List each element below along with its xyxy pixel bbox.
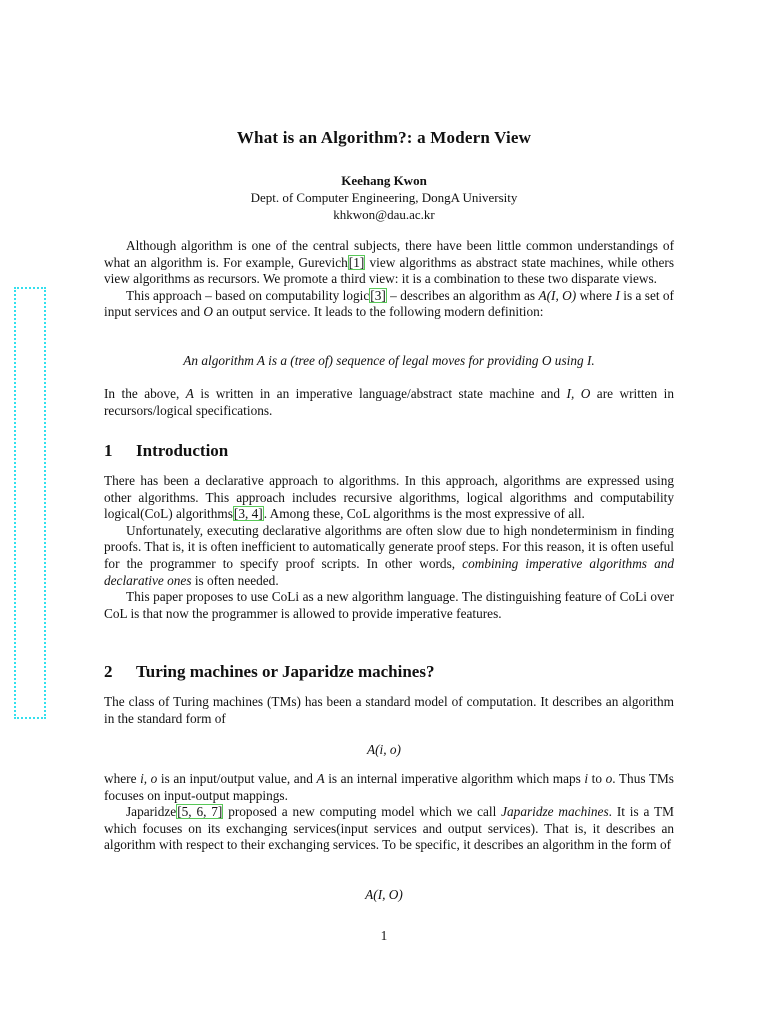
section-1-body [104,473,674,622]
citation-link[interactable]: [5, 6, 7] [177,804,223,820]
paragraph: where i, o is an input/output value, and A is an internal imperative algorithm which maps i to o. Thus TMs focuses on input-output mappings. [104,771,674,803]
math-inline: A(I, O) [538,287,577,303]
algorithm-definition: An algorithm A is a (tree of) sequence of legal moves for providing O using I. [183,353,595,368]
author-block [0,172,768,223]
emphasis-text: Japaridze machines [501,804,609,820]
math-inline: i [584,771,589,786]
paragraph: This paper proposes to use CoLi as a new algorithm language. The distinguishing feature of CoLi over CoL is that now the programmer is allowed to provide imperative features. [104,589,674,621]
author-affiliation: Dept. of Computer Engineering, DongA University [250,190,518,205]
display-equation: A(I, O) [365,887,403,902]
math-inline: I, O [566,386,591,401]
math-inline: A [185,386,194,401]
abstract-paragraph-2: This approach – based on computability logic[3] – describes an algorithm as A(I, O) where I is a set of input services and O an output service. It leads to the following modern definition: [104,287,674,320]
math-inline: A [316,771,325,786]
math-inline: I [615,287,620,303]
abstract [104,238,674,321]
author-email[interactable]: khkwon@dau.ac.kr [333,207,435,222]
section-title: Turing machines or Japaridze machines? [136,662,435,681]
section-heading-introduction [104,441,674,461]
math-inline: o [605,771,613,786]
paragraph: There has been a declarative approach to algorithms. In this approach, algorithms are expressed using other algorithms. This approach includes recursive algorithms, logical algorithms and computability logical(CoL) algorithms[3, 4]. Among these, CoL algorithms is the most expressive of all. [104,473,674,522]
paragraph: Unfortunately, executing declarative algorithms are often slow due to high nondeterminism in finding proofs. That is, it is often inefficient to automatically generate proof steps. For this reason, it is often useful for the programmer to specify proof scripts. In other words, combining imperative algorithms and declarative ones is often needed. [104,522,675,588]
section-heading-turing-machines [104,662,674,682]
paragraph: Japaridze[5, 6, 7] proposed a new computing model which we call Japaridze machines. It is a TM which focuses on its exchanging services(input services and output services). That is, it describes an algorithm with respect to their exchanging services. To be specific, it describes an algorithm in the form of [104,804,674,853]
display-equation: A(i, o) [367,742,401,757]
math-inline: i, o [140,771,158,786]
paper-title: What is an Algorithm?: a Modern View [236,128,532,147]
abstract-paragraph-1: Although algorithm is one of the central subjects, there have been little common understandings of what an algorithm is. For example, Gurevich[1] view algorithms as abstract state machines, while others view algorithms as recursors. We promote a third view: it is a combination to these two disparate views. [104,238,674,287]
section-title: Introduction [136,441,229,460]
paragraph: The class of Turing machines (TMs) has been a standard model of computation. It describes an algorithm in the standard form of [104,694,674,726]
citation-link[interactable]: [1] [348,254,365,270]
emphasis-text: combining imperative algorithms and declarative ones [104,555,675,588]
section-2-intro [104,694,674,727]
author-name: Keehang Kwon [341,173,427,188]
page-number: 1 [380,928,388,943]
citation-link[interactable]: [3] [370,287,386,303]
abstract-closing [104,386,674,419]
citation-link[interactable]: [3, 4] [233,506,263,522]
section-number: 2 [104,662,113,681]
section-2-body [104,771,674,854]
margin-link-box [14,287,46,719]
abstract-paragraph-3: In the above, A is written in an imperative language/abstract state machine and I, O are written in recursors/logical specifications. [104,386,674,418]
math-inline: O [203,304,213,320]
section-number: 1 [104,441,113,460]
